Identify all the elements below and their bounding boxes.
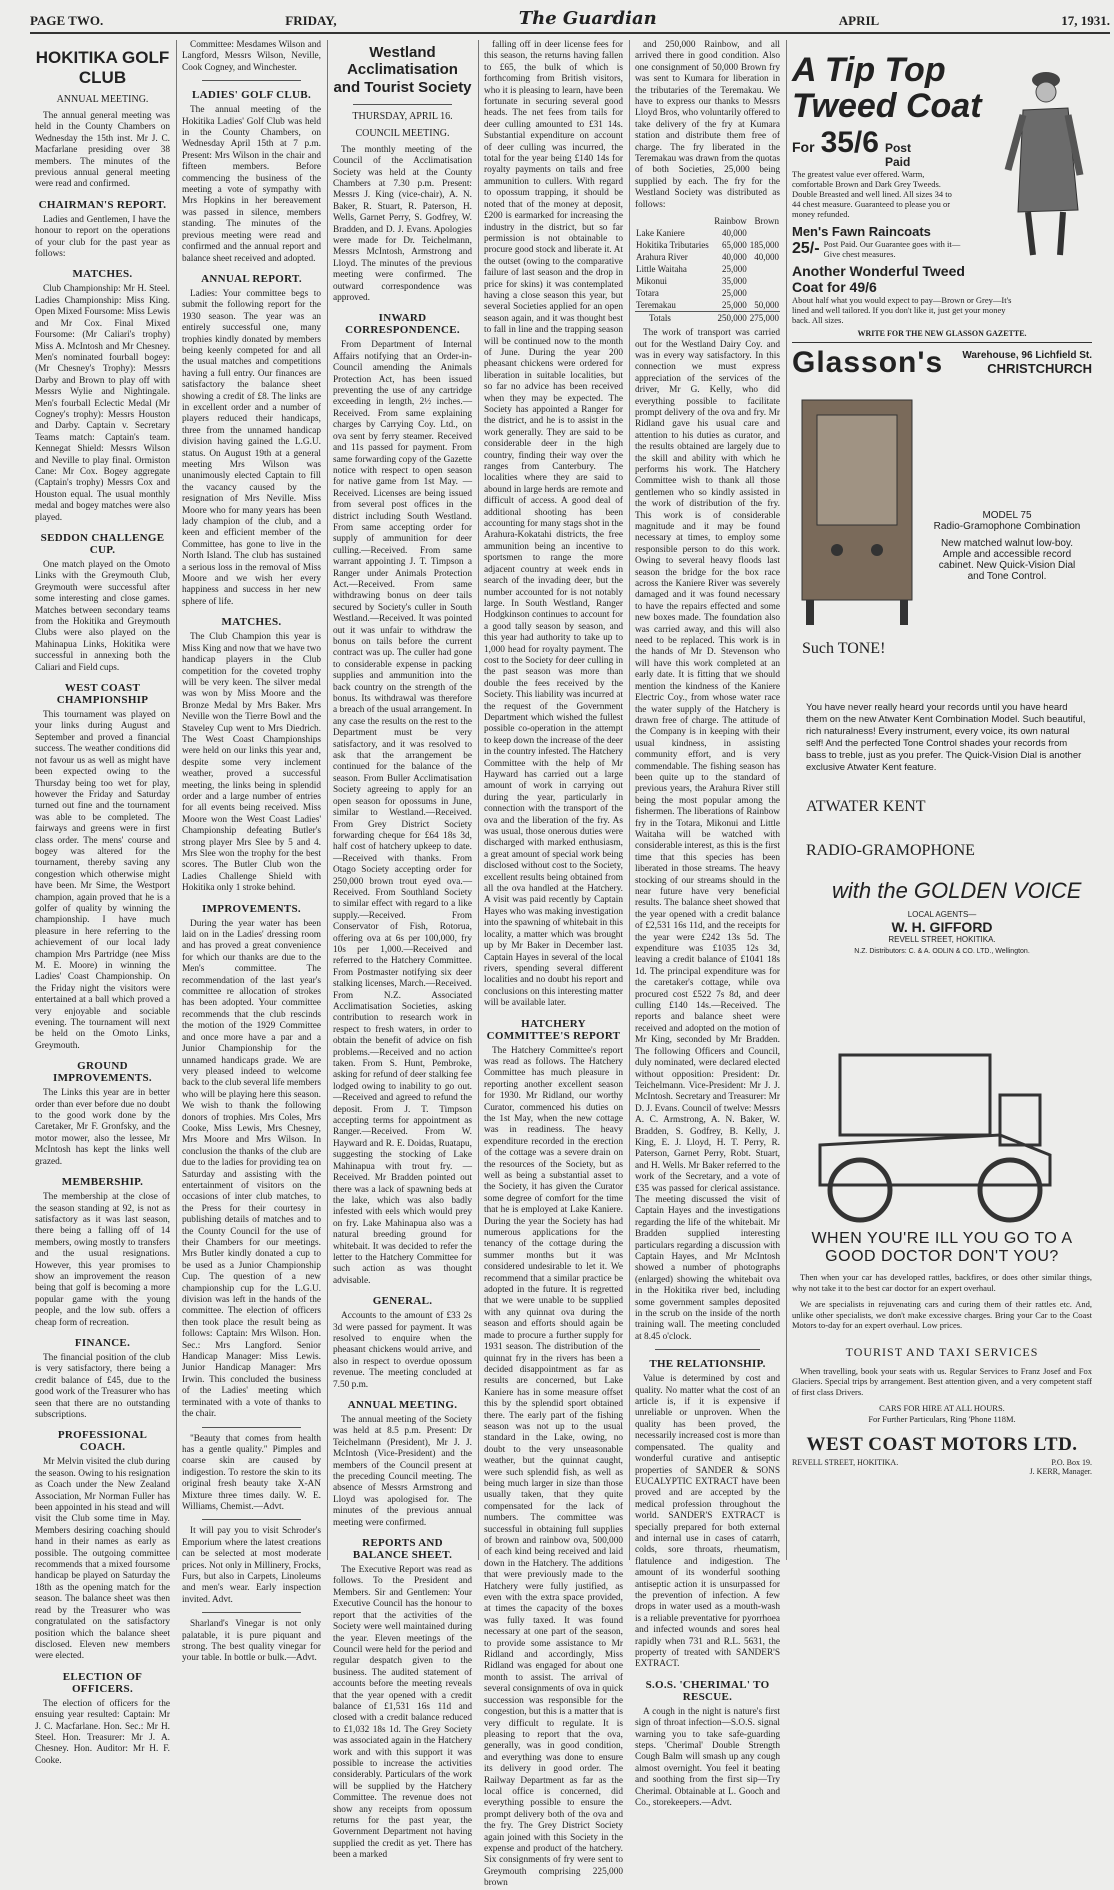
section-heading: THE RELATIONSHIP. — [649, 1358, 766, 1371]
paragraph: falling off in deer license fees for this season, the returns having fallen to £65, the bulk of which is forthcoming from British visitors, who it is pleasing to learn, have been fortunate in securing several good heads. The net fees from tails for deer culling amounted to £31 14s. Substantial expenditure on account of deer culling was incurred, the total for the year being £140 14s for royalty payments on tails and free ammunition to cullers. With regard to opossum trapping, it should be noted that of the money at deposit, £200 is earmarked for increasing the industry in the district, but so far permission is not obtainable to procure good stock and liberate it. At the outset (owing to the comparative failure of last season and the drop in price for skins) it was contemplated having a close season this year, but several Societies applied for an open season again, and it was thought best to fall in line and the trapping season will be continued now to the month of June. During the year 200 pheasant chickens were ordered for liberation in suitable localities, but so far no advice has been received when they may be expected. The Society has appointed a Ranger for the district, and he is to assist in the work generally. They are said to be considerable deer in the high country, finding their way over the ranges from Canterbury. The localities where they are said to abound in large herds are remote and difficult of access. A good deal of additional shooting has been accounting for many stags shot in the Arahura-Kokatahi districts, the free ammunition being an incentive to sportsmen to range the more adjacent country at week ends in search of the invading deer, but the number accounted for is not notably large. In South Westland, Ranger Hodgkinson continues to account for a good tally season by season, and this year had authority to take up to 1,000 head for royalty payment. The cost to the Society for deer culling in the past season was more than double the fees received by the Society. This liability was incurred at the request of the Government Department which wished the fullest possible co-operation in the attempt to keep down the increase of the deer in the country infested. The Hatchery Committee with the help of Mr Hayward has carried out a large amount of work in carrying out during the year, particularly in connection with the transport of the ova and the liberation of the fry. As was usual, those onerous duties were discharged with marked enthusiasm, a great amount of special work being disclosed without cost to the Society, excellent results being obtained from all the ova handled at the Hatchery. A visit was paid recently by Captain Hayes who was making investigation into the spawning of whitebait in this locality, a matter which was brought up by Mr Baker in December last. Captain Hayes in several of the local rivers, spending several different localities and no doubt his report and conclusions on this interesting matter will be available later. — [484, 40, 623, 1009]
table-cell: 25,000 — [721, 288, 747, 299]
model-number: MODEL 75 — [982, 510, 1032, 521]
newspaper-title: The Guardian — [518, 8, 657, 29]
advertisement-paragraph: A cough in the night is nature's first sign of throat infection—S.O.S. signal warning you to take safe-guarding steps. 'Cherimal' Double Strength Cough Balm will smash up any cough almost overnight. You feel it beating and soothing from the first sip—Try Cherimal. Obtainable at L. Gooch and Co., storekeepers.—Advt. — [635, 1706, 780, 1809]
table-cell: Little Waitaha — [636, 264, 687, 275]
page-label: PAGE TWO. — [30, 13, 104, 28]
advertisement-paragraph: It will pay you to visit Schroder's Emporium where the latest creations can be selected at most moderate prices. Not only in Millinery, Frocks, Furs, but also in Carpets, Linoleums and men's wear. Early inspection invited. Advt. — [182, 1526, 321, 1605]
table-header: Brown — [754, 216, 779, 227]
section-heading: ANNUAL MEETING. — [347, 1399, 458, 1411]
paragraph: Ladies: Your committee begs to submit the following report for the 1930 season. The year was an entirely successful one, many trophies kindly donated by members being keenly competed for and all the usual matches and competitions having a full entry. Our finances are satisfactory the balance sheet showing a credit of £8. The links are in excellent order and a number of players reduced their handicaps, three from the unnamed handicap division having gained the L.G.U. status. On August 19th at a general meeting Mrs Wilson was unanimously elected Captain to fill the vacancy caused by the resignation of Mrs Neville. Miss Moore who for many years has been lady champion of the club, and a keen and efficient member of the Committee, has gone to live in the North Island. The club has sustained a serious loss in the removal of Miss Moore and we wish her every happiness and success in her new sphere of life. — [182, 288, 321, 607]
paragraph: The Executive Report was read as follows. To the President and Members. Sir and Gentlemen: Your Executive Council has the honour to report that the activities of the Society were well maintained during the year. Eleven meetings of the Council were held for the period and regular despatch given to the business. The audited statement of accounts before the meeting reveals that the year opened with a credit balance of £1,531 16s 11d and closed with a credit balance reduced to £1,032 18s 1d. The Grey Society was associated again in the Hatchery work and with this support it was possible to increase the activities considerably. Particulars of the work will be supplied by the Hatchery Committee. The revenue does not show any receipts from opossum returns for the past year, the Government Department not having supplied the credit as yet. There has been a marked — [333, 1565, 472, 1861]
for-label: For — [792, 139, 815, 155]
advertisement-paragraph: Sharland's Vinegar is not only palatable, it is pure piquant and strong. The best quality vinegar for your table. In bottle or bulk.—Advt. — [182, 1619, 321, 1664]
radio-cabinet-illustration — [792, 390, 922, 630]
table-cell: Mikonui — [636, 276, 668, 287]
glasson-advertisement — [792, 51, 1092, 379]
table-cell: 40,000 — [721, 252, 747, 263]
table-cell: Teremakau — [636, 300, 676, 311]
fry-distribution-table — [635, 215, 780, 324]
masthead-day: FRIDAY, — [285, 13, 337, 28]
paragraph: The Links this year are in better order than ever before due no doubt to the good work done by the Caretaker, Mr F. Gronfsky, and the motor mower, also the lessee, Mr McIntosh has kept the links well grazed. — [35, 1088, 170, 1167]
paragraph: Mr Melvin visited the club during the season. Owing to his resignation as Coach under the New Zealand Association, Mr Norman Fuller has been appointed in his stead and will visit the Club some time in May. Members desiring coaching should hand in their names as early as possible. The outgoing committee recommends that a mixed foursome handicap be played on Saturday the 18th as the opening match for the season. The balance sheet was then read by the Treasurer who was congratulated on the satisfactory position which the balance sheet disclosed. Eleven new members were elected. — [35, 1457, 170, 1662]
raincoats-heading: Men's Fawn Raincoats — [792, 224, 931, 239]
table-total-row — [635, 312, 780, 325]
table-cell — [748, 263, 780, 275]
column-2 — [176, 40, 326, 1664]
table-row — [635, 251, 780, 263]
table-row — [635, 275, 780, 287]
table-cell: Lake Kaniere — [636, 228, 685, 239]
section-heading: HATCHERY COMMITTEE'S REPORT — [486, 1017, 621, 1042]
brand-logo: ATWATER KENT — [806, 798, 926, 815]
golden-voice: with the GOLDEN VOICE — [832, 878, 1082, 903]
section-heading: PROFESSIONAL COACH. — [57, 1429, 148, 1454]
table-cell: 40,000 — [721, 228, 747, 239]
section-heading: REPORTS AND BALANCE SHEET. — [352, 1537, 453, 1562]
table-header — [635, 215, 712, 227]
such-tone-headline: Such TONE! — [802, 640, 886, 657]
article-subtitle: ANNUAL MEETING. — [56, 94, 149, 105]
section-heading: WEST COAST CHAMPIONSHIP — [56, 682, 149, 707]
atwater-kent-advertisement — [792, 390, 1092, 955]
ad-headline: Tweed Coat — [792, 87, 982, 125]
table-cell: 25,000 — [721, 264, 747, 275]
ad-paragraph: Then when your car has developed rattles, backfires, or does other similar things, why not take it to the best car doctor for an expert overhaul. — [792, 1272, 1092, 1293]
table-row — [635, 263, 780, 275]
table-cell: 250,000 — [717, 313, 747, 324]
cars-for-hire: CARS FOR HIRE AT ALL HOURS. — [879, 1403, 1005, 1413]
west-coast-motors-advertisement — [792, 1230, 1092, 1476]
table-cell: 40,000 — [754, 252, 779, 263]
table-cell: 35,000 — [721, 276, 747, 287]
masthead-date: 17, 1931. — [1061, 13, 1110, 28]
section-heading: MEMBERSHIP. — [61, 1176, 144, 1189]
model-body: New matched walnut low-boy. Ample and accessible record cabinet. New Quick-Vision Dial and Tone Control. — [938, 538, 1076, 582]
table-cell — [748, 287, 780, 299]
agent-address: REVELL STREET, HOKITIKA. — [888, 935, 996, 944]
paragraph: The Hatchery Committee's report was read as follows. The Hatchery Committee has much pleasure in reporting another excellent season for 1930. Mr Ridland, our worthy Curator, commenced his duties on the 1st May, when the new cottage was in readiness. The heavy expenditure recorded in the erection of the cottage was a severe drain on the resources of the Society, but as well as being a substantial asset to the Society, it has given the Curator some degree of comfort for the time that he is employed at Lake Kaniere. During the year the Society has had numerous applications for the tenancy of the cottage during the summer months but it was considered undesirable to let it. We recommend that a similar practice be adopted in the future. It is regretted that we were unable to be supplied with any quinnat ova during the season and efforts should again be made to procure a further supply for 1931 season. The distribution of the quinnat fry in the rivers has been a decided disappointment as far as results are concerned, but Lake Kaniere has in some measure offset this by the splendid sport obtained there. The early part of the fishing season was not up to the usual standard in the Lake, owing, no doubt to the very unseasonable weather, but the quinnat caught, were such splendid fish, as well as being much larger in size than those usually taken, that they quite compensated for the lack of numbers. The committee was successful in obtaining full supplies of brown and rainbow ova, 500,000 of each kind being received and laid down in the Hatchery. The additions that were previously made to the Hatchery were fully justified, as even with the extra space provided, at times the capacity of the boxes was fully taxed. It was found necessary at one part of the season, to provide some assistance to Mr Ridland and accordingly, Miss Ridland was engaged for about one month to assist. The arrival of several consignments of ova in quick succession was responsible for the congestion, but this is a matter that is very difficult to regulate. It is pleasing to report that the ova, generally, was in good condition, and everything was done to ensure its delivery in good order. The Railway Department as far as the local office is concerned, did everything possible to ensure the prompt delivery both of the ova and the fry. The Grey District Society again joined with this Society in the expense and product of the hatchery. Six consignments of fry were sent to Greymouth comprising 225,000 brown — [484, 1045, 623, 1889]
dateline: THURSDAY, APRIL 16. — [352, 110, 453, 122]
paragraph: Ladies and Gentlemen, I have the honour to report on the operations of your club for the past year as follows: — [35, 214, 170, 260]
paragraph: One match played on the Omoto Links with the Greymouth Club, Greymouth were successful after some interesting and close games. Matches between secondary teams from the Hokitika and Greymouth Clubs were also played on the Mahinapua Links, Hokitika were successful in annexing both the Caliari and Field cups. — [35, 560, 170, 673]
paragraph: Club Championship: Mr H. Steel. Ladies Championship: Miss King. Open Mixed Foursome: Miss Lewis and Mr Cox. Final Mixed Foursome: (Mr Caliari's trophy) Miss A. McIntosh and Mr Chesney. Men's nominated fourball bogey: (Mr Chesney's Trophy): Messrs Darby and Brown to play off with Messrs Wylie and Nightingale. Men's fourball Eclectic Medal (Mr Cogney's trophy): Messrs Houston and Darby. Captain v. Secretary Teams match: Captain's team. Kennegat Shield: Messrs Wilson and Neville to play final. Ormiston Cane: Mr Cox. Bogey aggregate (Captain's trophy) Messrs Cox and Houston equal. The usual monthly medal and bogey matches were also played. — [35, 284, 170, 523]
table-row — [635, 239, 780, 251]
paragraph: The annual meeting of the Hokitika Ladies' Golf Club was held in the County Chambers, on Wednesday April 15th at 7 p.m. Present: Mrs Wilson in the chair and fifteen members. Before commencing the business of the meeting a vote of sympathy with Mrs Hopkins in her bereavement was passed in silence, members standing. The minutes of the previous meeting were read and confirmed and the annual report and balance sheet received and adopted. — [182, 105, 321, 264]
agent-name: W. H. GIFFORD — [891, 919, 993, 935]
paragraph: The election of officers for the ensuing year resulted: Captain: Mr J. C. Macfarlane. Hon. Sec.: Mr H. Steel. Hon. Treasurer: Mr J. A. Chesney. Hon. Auditor: Mr H. F. Cooke. — [35, 1698, 170, 1766]
raincoats-body: Post Paid. Our Guarantee goes with it—Give chest measures. — [823, 239, 961, 259]
column-3 — [327, 40, 477, 1861]
divider — [202, 1519, 301, 1520]
section-heading: FINANCE. — [74, 1336, 131, 1349]
masthead-month: APRIL — [838, 13, 880, 28]
section-heading: SEDDON CHALLENGE CUP. — [40, 532, 165, 556]
paragraph: During the year water has been laid on in the Ladies' dressing room and has proved a great convenience for which our thanks are due to the Men's committee. The recommendation of the last year's committee re allocation of strokes has been adopted. Your committee recommends that the club rescinds the motion of the 1929 Committee and once more have a par and a Junior Championship for the unnamed handicaps grade. We are very pleased indeed to welcome back to the club several life members who will be playing here this season. We wish to thank the following donors of trophies. Mrs Coles, Mrs Cooke, Miss Lewis, Mrs Chesney, Mrs Moore and Mrs Wilson. In conclusion the thanks of the club are due to the ladies for providing tea on Saturday and assisting with the entertainment of visitors on the occasions of inter club matches, to the Press for their courtesy in publishing details of matches and to the County Council for the use of their Chambers for our meetings. Mrs Butler kindly donated a cup to be used as a Junior Championship Cup. The question of a new championship cup for the L.G.U. division was left in the hands of the committee. The election of officers then took place the result being as follows: Captain: Mrs Wilson. Hon. Sec.: Mrs Langford. Senior Handicap Manager: Miss Lewis. Junior Handicap Manager: Mrs Irwin. This concluded the business of the Ladies' meeting which terminated with a vote of thanks to the chair. — [182, 918, 321, 1420]
divider — [353, 104, 452, 105]
paragraph: The membership at the close of the season standing at 92, is not as satisfactory as it was last season, there being a falling off of 14 members, owing mostly to transfers and the usual resignations. However, this year promises to show an improvement the reason being that golf is becoming a more popular game with the young people, and the low sub. offers a cheap form of recreation. — [35, 1192, 170, 1328]
ad-paragraph: We are specialists in rejuvenating cars and curing them of their rattles etc. And, unlike other specialists, we don't make excessive charges. Bring your Car to the Coast Motors to-day for an expert overhaul. Low prices. — [792, 1299, 1092, 1330]
table-cell — [748, 227, 780, 239]
address-line: Warehouse, 96 Lichfield St. — [962, 350, 1092, 361]
section-heading: S.O.S. 'CHERIMAL' TO RESCUE. — [645, 1678, 770, 1703]
section-heading: INWARD CORRESPONDENCE. — [345, 312, 460, 337]
article-title: HOKITIKA GOLF CLUB — [35, 48, 170, 87]
paragraph: The financial position of the club is very satisfactory, there being a credit balance of £45, due to the good work of the Treasurer who has seen that there are no outstanding subscriptions. — [35, 1352, 170, 1420]
post-paid: Post Paid — [884, 141, 911, 169]
section-heading: MATCHES. — [221, 616, 282, 629]
brand-name: WEST COAST MOTORS LTD. — [806, 1434, 1078, 1455]
distributors: N.Z. Distributors: C. & A. ODLIN & CO. LTD., Wellington. — [854, 948, 1030, 955]
section-heading: ANNUAL REPORT. — [201, 272, 302, 285]
paragraph: The annual meeting of the Society was held at 8.5 p.m. Present: Dr Teichelmann (President), Mr J. J. McIntosh (Vice-President) and the members of the Council present at the preceding Council meeting. The absence of Messrs Armstrong and Lloyd was apologised for. The minutes of the previous annual meeting were confirmed. — [333, 1415, 472, 1528]
column-1 — [30, 40, 175, 1766]
local-agents: LOCAL AGENTS— — [907, 910, 977, 919]
another-coat: Another Wonderful Tweed Coat for 49/6 — [792, 263, 965, 295]
phone-line: For Further Particulars, Ring 'Phone 118M. — [868, 1413, 1016, 1424]
paragraph: The annual general meeting was held in the County Chambers on Wednesday the 15th inst. Mr J. C. Macfarlane presiding over 38 members. The minutes of the previous annual general meeting were read and confirmed. — [35, 111, 170, 190]
ad-headline: A Tip Top — [792, 51, 946, 89]
address-line: CHRISTCHURCH — [987, 361, 1092, 376]
section-heading: IMPROVEMENTS. — [202, 902, 301, 915]
manager: J. KERR, Manager. — [1029, 1467, 1092, 1476]
paragraph: Accounts to the amount of £33 2s 3d were passed for payment. It was resolved to enquire when the pheasant chickens would arrive, and also in respect to overdue opossum revenue. The meeting concluded at 7.50 p.m. — [333, 1311, 472, 1390]
table-header: Rainbow — [714, 216, 747, 227]
paragraph: and 250,000 Rainbow, and all arrived there in good condition. Also one consignment of 50,000 Brown fry was sent to Kumara for liberation in the tributaries of the Teremakau. We have to express our thanks to Messrs Lloyd Bros, who voluntarily offered to take delivery of the fry at Kumara station and distribute them free of charge. The fry liberated in the Teremakau was drawn from the quotas of both Societies, 25,000 being supplied by each. The fry for the Westland Society was distributed as follows: — [635, 40, 780, 210]
table-cell: Arahura River — [636, 252, 688, 263]
table-header-row — [635, 215, 780, 227]
model-sub: Radio-Gramophone Combination — [933, 521, 1081, 532]
paragraph: The Club Champion this year is Miss King and now that we have two handicap players in the Club competition for the coveted trophy will be very keen. The silver medal was won by Miss Moore and the Bronze Medal by Mrs Baker. Mrs Neville won the Tierre Bowl and the Staveley Cup went to Mrs Diedrich. The West Coast Championships were held on our links this year and, despite some very inclement weather, proved a successful meeting, the links being in splendid order and a large number of entries for all events being received. Miss Moore won the West Coast Ladies' Championship defeating Butler's strong player Mrs Slee by 5 and 4. Mrs Slee won the trophy for the best scores. The Butler Club won the Ladies Challenge Shield with Hokitika only 1 stroke behind. — [182, 632, 321, 894]
table-cell: 65,000 — [721, 240, 747, 251]
table-cell: 275,000 — [749, 313, 779, 324]
services-heading: TOURIST AND TAXI SERVICES — [845, 1344, 1039, 1359]
street-address: REVELL STREET, HOKITIKA. — [792, 1458, 899, 1467]
divider — [202, 80, 301, 81]
advertisement-paragraph: "Beauty that comes from health has a gentle quality." Pimples and coarse skin are caused by indigestion. To restore the skin to its original fresh beauty take X-AN Mixture three times daily. W. E. Williams, Chemist.—Advt. — [182, 1433, 321, 1512]
ad-price: 35/6 — [820, 126, 879, 159]
another-body: About half what you would expect to pay—Brown or Grey—It's lined and well tailored. If you don't like it, just get your money back. All sizes. — [792, 295, 1012, 325]
column-5 — [629, 40, 785, 1809]
man-in-coat-illustration — [988, 60, 1088, 260]
section-heading: LADIES' GOLF CLUB. — [192, 89, 311, 102]
paragraph: This tournament was played on your links during August and September and proved a financial success. The weather conditions did not favour us as well as might have been expected owing to the Thursday being too wet for play, however the Friday and Saturday turned out fine and the tournament was able to be completed. The fairways and greens were in first class order. The mens' course and bogey was altered for the tournament, thereby saving any congestion which otherwise might have been. Mr Sime, the Westport champion, again proved that he is a golfer of quality by winning the championship. I have much pleasure in here referring to the achievement of our local lady champion Mrs Partridge (nee Miss M. E. Moore) in winning the Ladies' Coast Championship. On the Friday night the visitors were entertained at a ball which proved a very enjoyable and sociable evening. The tournament will next be held on the Omoto Links, Greymouth. — [35, 710, 170, 1051]
table-cell: Totals — [649, 313, 671, 324]
ad-body: You have never really heard your records until you have heard them on the new Atwater Kent Combination Model. Such beautiful, rich naturalness! Every instrument, every voice, its own natural self! And the perfected Tone Control shades your records from bass to treble, just as you prefer. The Quick-Vision Dial is another exclusive Atwater Kent feature. — [806, 702, 1086, 773]
table-row — [635, 287, 780, 299]
divider — [202, 1427, 301, 1428]
section-heading: GROUND IMPROVEMENTS. — [53, 1060, 152, 1085]
brand-logo: Glasson's — [792, 346, 944, 379]
paragraph: The monthly meeting of the Council of the Acclimatisation Society was held at the County Chambers at 7.30 p.m. Present: Messrs J. King (vice-chair), A. N. Baker, R. Stuart, R. Paterson, H. Wells, Garnet Perry, S. Godfrey, W. Bradden, and D. J. Evans. Apologies were made for Dr. Teichelmann, Messrs McIntosh, Armstrong and Lloyd. The minutes of the previous meeting were confirmed. The outward correspondence was approved. — [333, 144, 472, 304]
section-heading: MATCHES. — [72, 268, 133, 281]
ad-headline: WHEN YOU'RE ILL YOU GO TO A GOOD DOCTOR DON'T YOU? — [811, 1230, 1073, 1265]
ad-body: The greatest value ever offered. Warm, comfortable Brown and Dark Grey Tweeds. Double Breasted and well lined. All sizes 34 to 44 chest measure. Guaranteed to please you or money refunded. — [792, 169, 952, 219]
raincoats-price: 25/- — [792, 240, 820, 257]
masthead — [30, 6, 1110, 34]
table-cell: 50,000 — [754, 300, 779, 311]
advertisement-paragraph: Value is determined by cost and quality. No matter what the cost of an article is, if it is expensive if unreliable or unproven. When the quality has been proved, the necessarily increased cost is more than compensated. The quality and wonderful curative and antiseptic properties of SANDER & SONS EUCALYPTIC EXTRACT have been proved and are accepted by the medical profession throughout the world. SANDER'S EXTRACT is specially prepared for both external and internal use in cases of catarrh, colds, sore throats, rheumatism, flatulence and indigestion. The amount of its wonderful soothing antiseptic action it is unsurpassed for the prevention of infection. A few drops in water used as a mouth-wash is a reliable preventative for pyorrhoea and infected wounds and sores heal rapidly when 731 and R.L. 5631, the property of treated with SANDER'S EXTRACT. — [635, 1374, 780, 1670]
vintage-car-illustration — [800, 1035, 1080, 1225]
table-cell: 25,000 — [721, 300, 747, 311]
paragraph: The work of transport was carried out for the Westland Dairy Coy. and was in every way satisfactory. In this connection we must express appreciation of the services of the driver, Mr G. Kelly, who did everything possible to facilitate prompt delivery of the ova and fry. Mr Ridland gave his usual care and attention to his duties as curator, and the results obtained are largely due to the skill and ability with which he performs his work. The Hatchery Committee wish to thank all those gentlemen who so kindly assisted in the work of distribution of the fry. This work is of considerable magnitude and it may be found necessary at times, to employ some responsible person to do this work. Owing to several heavy floods last season the bridge for the box race across the Kaniere River was severely damaged and it was found necessary to have the repairs effected and some new boxes made. The foundation also was carried away, and this will also need to be replaced. This work is in the hands of Mr D. Stevenson who will have this work completed at an early date. It is fitting that we should mention the kindness of the Kaniere Electric Coy., from whose water race the water supply of the Hatchery is drawn free of charge. The attitude of the Company is in keeping with their usual kindness, in assisting community effort, and is very commendable. The fishing season has been quite up to the standard of previous years, the Arahura River still being the most popular among the fishermen. The liberations of Rainbow fry in the Totara, Mikonui and Little Waitaha will be watched with considerable interest, as this is the first time that this species has been liberated in those streams. The heavy stocking of our streams should in the near future have very beneficial results. The balance sheet showed that the year opened with a credit balance of £2,531 16s 11d, and the receipts for the year were £242 13s 5d. The expenditure was £1035 12s 3d, leaving a credit balance of £1041 18s 1d. The principal expenditure was for the caretaker's cottage, while ova procured cost £522 7s 8d, and deer culling £140 14s.—Received. The reports and balance sheet were received and adopted on the motion of Mr King, seconded by Mr Bradden. The following Officers and Council, duly nominated, were declared elected without opposition: President: Dr. Teichelmann. Vice-President: Mr J. J. McIntosh. Secretary and Treasurer: Mr D. J. Evans. Council of twelve: Messrs A. C. Armstrong, A. N. Baker, W. Bradden, S. Godfrey, B. Kelly, J. King, E. J. Lloyd, H. T. Perry, R. Paterson, Garnet Perry, Robt. Stuart, and H. Wells. Mr Baker referred to the work of the Secretary, and a vote of £35 was passed for clerical assistance. The meeting discussed the visit of Captain Hayes and the investigations regarding the life of the whitebait. Mr Bradden supplied interesting particulars regarding a discussion with Captain Hayes, and Mr McIntosh showed a number of photographs (enlarged) showing the whitebait ova in the Hokitika river bed, including some government samples deposited in the scrub on the inside of the north training wall. The meeting concluded at 8.45 o'clock. — [635, 328, 780, 1342]
table-cell: 185,000 — [749, 240, 779, 251]
section-heading: GENERAL. — [372, 1295, 433, 1308]
paragraph: Committee: Mesdames Wilson and Langford, Messrs Wilson, Neville, Cook Cogney, and Winchester. — [182, 40, 321, 73]
write-gazette: WRITE FOR THE NEW GLASSON GAZETTE. — [857, 329, 1027, 338]
section-heading: ELECTION OF OFFICERS. — [62, 1670, 143, 1695]
divider — [202, 1612, 301, 1613]
product-name: RADIO-GRAMOPHONE — [806, 842, 975, 859]
table-row — [635, 299, 780, 312]
table-row — [635, 227, 780, 239]
table-cell — [748, 275, 780, 287]
divider — [655, 1349, 760, 1350]
column-4 — [478, 40, 628, 1889]
article-title: Westland Acclimatisation and Tourist Society — [333, 44, 472, 96]
paragraph: From Department of Internal Affairs notifying that an Order-in-Council amending the Animals Protection Act, has been issued preventing the use of any cartridge exceeding in length, 2½ inches.—Received. From same explaining charges by Carrying Coy. Ltd., on ova sent by ferry steamer. Received and 11s passed for payment. From same forwarding copy of the Gazette notice with respect to open season for native game from 1st May. —Received. Licenses are being issued from several post offices in the district including South Westland. From same accepting order for supply of ammunition for deer culling.—Received. From same warrant appointing J. T. Timpson a Ranger under Animals Protection Act.—Received. From same withdrawing bonus on deer tails secured by Society's culler in South Westland.—Received. It was pointed out it was unfair to withdraw the bonus on tails before the current contract was up. The culler had gone to considerable expense in packing supplies and ammunition into the back country on the strength of the bonus. Its withdrawal was therefore a breach of the usual arrangement. In any case the results on the rest to the Department must be very satisfactory, and it was resolved to ask that the arrangement be continued for the balance of the season. From Buller Acclimatisation Society agreeing to apply for an open season for opossums in June, similar to Westland.—Received. From Grey District Society forwarding cheque for £64 18s 3d, half cost of hatchery upkeep to date.—Received with thanks. From Otago Society accepting order for 250,000 brown trout eyed ova.—Received. From Southland Society to similar effect with regard to a like supply.—Received. From Conservator of Fish, Rotorua, offering ova at 6s per 100,000, fry 10s per 1,000.—Received and referred to the Hatchery Committee. From Postmaster notifying six deer stalking licenses, March.—Received. From N.Z. Associated Acclimatisation Societies, asking contribution to research work in respect to fresh waters, in order to obtain the benefit of advice on fish problems.—Received and no action taken. From S. Hunt, Pembroke, asking for refund of deer stalking fee lodged owing to inability to go out.—Received and agreed to refund the deposit. From J. T. Timpson accepting terms for appointment as Ranger.—Received. From W. Hayward and R. E. Doidas, Ruatapu, suggesting the stocking of Lake Mahinapua with trout fry. —Received. Mr Bradden pointed out there was a lack of spawning beds at the lake, which was also badly infested with eels which would prey on fry. Lake Mahinapua also was a natural breeding ground for whitebait. It was decided to refer the letter to the Hatchery Committee for such action as was thought advisable. — [333, 340, 472, 1286]
po-box: P.O. Box 19. — [1051, 1458, 1092, 1467]
article-subtitle: COUNCIL MEETING. — [355, 127, 450, 139]
ad-paragraph: When travelling, book your seats with us. Regular Services to Franz Josef and Fox Glaciers. Special trips by arrangement. Best attention given, and a very competent staff of first class Drivers. — [792, 1365, 1092, 1397]
table-cell: Hokitika Tributaries — [636, 240, 709, 251]
section-heading: CHAIRMAN'S REPORT. — [38, 198, 167, 211]
table-cell: Totara — [636, 288, 659, 299]
